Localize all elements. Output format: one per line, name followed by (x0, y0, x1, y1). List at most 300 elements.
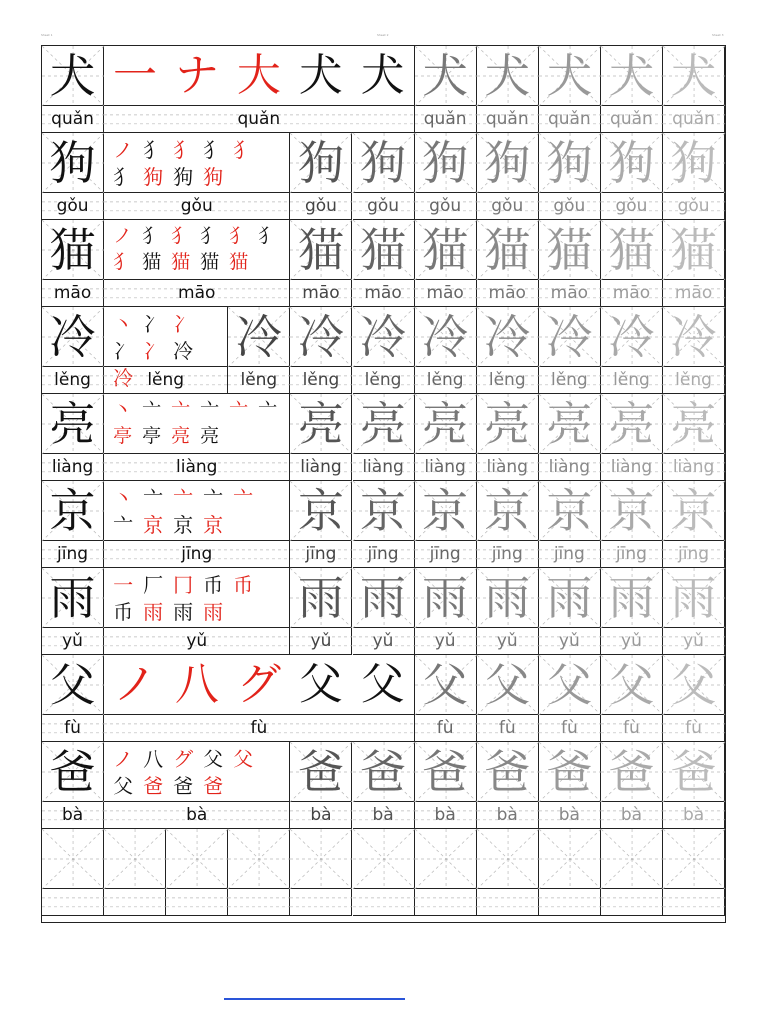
pinyin-label: lěng (675, 369, 712, 390)
pinyin-label: lěng (613, 369, 650, 390)
pinyin-label: liàng (300, 456, 342, 477)
trace-cell (663, 394, 725, 454)
pinyin-label: māo (426, 282, 464, 303)
sheet-label-right: Sheet 3 (712, 33, 724, 37)
pinyin-main-cell (42, 193, 104, 220)
pinyin-label: lěng (302, 369, 340, 390)
trace-pinyin-cell (663, 541, 725, 568)
stroke-step: 犭 (171, 225, 191, 247)
stroke-step: 犬 (360, 49, 405, 101)
character-glyph: 京 (297, 483, 344, 538)
character-glyph: 狗 (360, 135, 407, 190)
stroke-pinyin-panel (104, 628, 290, 655)
stroke-step: 冷 (113, 366, 134, 390)
character-glyph: 京 (49, 483, 96, 538)
pinyin-main-cell (42, 715, 104, 742)
trace-pinyin-cell (601, 193, 663, 220)
pinyin-label: yǔ (310, 630, 332, 651)
pinyin-label: lěng (488, 369, 526, 390)
blank-pinyin-cell (104, 889, 166, 916)
blank-pinyin-cell (663, 889, 725, 916)
character-glyph: 猫 (49, 222, 96, 277)
pinyin-label: gǒu (677, 195, 710, 216)
stroke-step: 币 (233, 573, 254, 597)
stroke-step: 狗 (143, 165, 164, 189)
pinyin-label: gǒu (491, 195, 524, 216)
pinyin-label: māo (488, 282, 526, 303)
stroke-step: 猫 (142, 250, 162, 273)
trace-pinyin-cell (663, 280, 725, 307)
character-glyph: 爸 (546, 744, 593, 799)
stroke-step: 币 (203, 573, 224, 597)
stroke-step: 亭 (113, 424, 133, 447)
trace-pinyin-cell (663, 106, 725, 133)
trace-pinyin-cell (663, 628, 725, 655)
pinyin-guide (539, 889, 600, 915)
character-main-cell (42, 307, 104, 367)
trace-pinyin-cell (663, 367, 725, 394)
stroke-step: 币 (113, 600, 134, 624)
blank-practice-cell (539, 829, 601, 889)
blank-practice-cell (290, 829, 352, 889)
pinyin-label: bà (620, 804, 643, 825)
trace-cell (415, 220, 477, 280)
trace-cell (290, 742, 352, 802)
stroke-step: グ (173, 747, 194, 771)
tianzi-guide (353, 829, 414, 888)
character-glyph: 爸 (49, 744, 96, 799)
trace-cell (663, 655, 725, 715)
pinyin-label: māo (364, 282, 402, 303)
stroke-step: 冫 (143, 312, 164, 336)
trace-cell (539, 46, 601, 106)
trace-pinyin-cell (663, 715, 725, 742)
trace-cell (477, 46, 539, 106)
pinyin-label: māo (612, 282, 651, 303)
trace-pinyin-cell (290, 280, 352, 307)
trace-cell (663, 307, 725, 367)
stroke-step: 亠 (233, 486, 254, 510)
blank-practice-cell (415, 829, 477, 889)
footer-link[interactable] (224, 998, 405, 1000)
pinyin-label: yǔ (186, 630, 208, 651)
trace-cell (601, 655, 663, 715)
trace-pinyin-cell (353, 367, 415, 394)
stroke-sequence (104, 46, 414, 105)
stroke-step: 犭 (200, 225, 220, 247)
trace-cell (539, 220, 601, 280)
trace-pinyin-cell (415, 106, 477, 133)
pinyin-label: jīng (615, 543, 647, 564)
blank-pinyin-cell (166, 889, 228, 916)
character-glyph: 京 (670, 483, 717, 538)
trace-pinyin-cell (601, 802, 663, 829)
stroke-step: 八 (143, 747, 164, 771)
pinyin-label: bà (496, 804, 518, 825)
character-glyph: 父 (546, 657, 593, 712)
pinyin-main-cell (42, 280, 104, 307)
trace-cell (663, 742, 725, 802)
stroke-pinyin-panel (104, 715, 415, 742)
trace-pinyin-cell (539, 106, 601, 133)
stroke-step: 犭 (233, 138, 254, 162)
pinyin-label: gǒu (367, 195, 400, 216)
trace-cell (663, 568, 725, 628)
pinyin-guide (477, 889, 538, 915)
stroke-sequence (108, 572, 285, 623)
sheet-label-center: Sheet 2 (377, 33, 389, 37)
character-glyph: 亮 (297, 396, 344, 451)
blank-practice-cell (353, 829, 415, 889)
character-glyph: 狗 (422, 135, 469, 190)
pinyin-main-cell (42, 628, 104, 655)
trace-cell (290, 568, 352, 628)
pinyin-main-cell (42, 802, 104, 829)
blank-pinyin-cell (42, 889, 104, 916)
character-glyph: 父 (670, 657, 717, 712)
pinyin-label: yǔ (558, 630, 580, 651)
character-main-cell (42, 394, 104, 454)
stroke-step: 亠 (142, 399, 162, 421)
trace-pinyin-cell (353, 454, 415, 481)
stroke-step: 冫 (173, 312, 194, 336)
pinyin-label: fù (250, 717, 268, 738)
stroke-step: 冷 (173, 339, 194, 363)
trace-cell (353, 307, 415, 367)
trace-pinyin-cell (663, 802, 725, 829)
stroke-step: 一 (113, 49, 158, 101)
pinyin-guide (415, 889, 476, 915)
pinyin-label: gǒu (304, 195, 337, 216)
trace-cell (663, 46, 725, 106)
character-glyph: 狗 (670, 135, 717, 190)
blank-practice-cell (42, 829, 104, 889)
stroke-order-panel (104, 133, 290, 193)
pinyin-label: jīng (367, 543, 399, 564)
trace-cell (477, 307, 539, 367)
character-glyph: 猫 (297, 222, 344, 277)
character-glyph: 爸 (360, 744, 407, 799)
trace-pinyin-cell (353, 802, 415, 829)
blank-pinyin-cell (601, 889, 663, 916)
pinyin-main-cell (42, 106, 104, 133)
character-glyph: 雨 (608, 570, 655, 625)
pinyin-label: māo (550, 282, 589, 303)
stroke-step: 父 (113, 774, 134, 798)
pinyin-main-cell (42, 454, 104, 481)
pinyin-label: māo (178, 282, 216, 303)
trace-pinyin-cell (415, 454, 477, 481)
character-glyph: 狗 (608, 135, 655, 190)
stroke-step: 爸 (143, 774, 164, 798)
blank-pinyin-cell (353, 889, 415, 916)
trace-pinyin-cell (601, 715, 663, 742)
stroke-step: 猫 (171, 250, 191, 273)
trace-pinyin-cell (477, 454, 539, 481)
blank-practice-cell (166, 829, 228, 889)
stroke-step: 京 (143, 513, 164, 537)
stroke-order-panel (104, 742, 290, 802)
pinyin-label: jīng (429, 543, 461, 564)
trace-cell (415, 46, 477, 106)
character-glyph: 亮 (360, 396, 407, 451)
trace-cell (477, 568, 539, 628)
trace-cell (415, 133, 477, 193)
stroke-step: ノ (113, 225, 133, 247)
character-glyph: 猫 (360, 222, 407, 277)
stroke-order-panel (104, 481, 290, 541)
character-glyph: 冷 (484, 309, 531, 364)
character-glyph: 京 (608, 483, 655, 538)
character-glyph: 雨 (670, 570, 717, 625)
pinyin-label: gǒu (553, 195, 586, 216)
tianzi-guide (166, 829, 227, 888)
blank-pinyin-cell (228, 889, 290, 916)
trace-cell (415, 481, 477, 541)
stroke-step: 犬 (298, 49, 343, 101)
pinyin-label: quǎn (610, 108, 653, 129)
stroke-step: 犭 (142, 225, 162, 247)
trace-pinyin-cell (415, 367, 477, 394)
pinyin-label: jīng (491, 543, 523, 564)
stroke-step: 亠 (229, 399, 249, 421)
trace-cell (415, 568, 477, 628)
pinyin-label: bà (682, 804, 705, 825)
stroke-sequence (108, 746, 285, 797)
stroke-step: 冫 (143, 339, 164, 363)
stroke-step: 父 (233, 747, 254, 771)
trace-cell (539, 307, 601, 367)
character-glyph: 雨 (484, 570, 531, 625)
stroke-step: 犭 (113, 165, 134, 189)
trace-pinyin-cell (415, 193, 477, 220)
pinyin-label: bà (372, 804, 394, 825)
pinyin-label: yǔ (434, 630, 456, 651)
trace-cell (477, 655, 539, 715)
trace-cell (290, 394, 352, 454)
stroke-step: 犭 (229, 225, 249, 247)
trace-pinyin-cell (539, 280, 601, 307)
trace-cell (663, 481, 725, 541)
trace-pinyin-cell (601, 541, 663, 568)
character-glyph: 犬 (49, 48, 96, 103)
character-glyph: 雨 (297, 570, 344, 625)
character-glyph: 亮 (608, 396, 655, 451)
trace-cell (353, 568, 415, 628)
tianzi-guide (663, 829, 724, 888)
character-glyph: 亮 (546, 396, 593, 451)
stroke-step: 犭 (113, 250, 133, 273)
trace-cell (539, 655, 601, 715)
character-glyph: 冷 (360, 309, 407, 364)
character-glyph: 犬 (670, 48, 717, 103)
character-glyph: 京 (360, 483, 407, 538)
stroke-step: 亠 (173, 486, 194, 510)
character-glyph: 冷 (670, 309, 717, 364)
trace-cell (477, 220, 539, 280)
character-main-cell (42, 220, 104, 280)
stroke-step: ナ (174, 49, 219, 101)
trace-pinyin-cell (353, 280, 415, 307)
trace-cell (353, 394, 415, 454)
pinyin-label: liàng (672, 456, 715, 477)
trace-cell (663, 133, 725, 193)
character-glyph: 猫 (670, 222, 717, 277)
pinyin-label: bà (558, 804, 580, 825)
pinyin-label: quǎn (547, 108, 591, 129)
pinyin-label: quǎn (423, 108, 467, 129)
pinyin-label: lěng (426, 369, 464, 390)
pinyin-guide (166, 889, 227, 915)
trace-pinyin-cell (415, 802, 477, 829)
pinyin-label: yǔ (496, 630, 518, 651)
character-glyph: 狗 (546, 135, 593, 190)
stroke-step: 丶 (113, 399, 133, 421)
character-glyph: 雨 (49, 570, 96, 625)
character-glyph: 爸 (484, 744, 531, 799)
stroke-sequence (108, 224, 285, 275)
stroke-step: ノ (113, 138, 134, 162)
pinyin-label: bà (186, 804, 208, 825)
trace-pinyin-cell (539, 454, 601, 481)
trace-pinyin-cell (415, 280, 477, 307)
trace-cell (415, 655, 477, 715)
stroke-step: 父 (360, 658, 405, 710)
character-glyph: 冷 (297, 309, 344, 364)
character-main-cell (42, 133, 104, 193)
tianzi-guide (228, 829, 289, 888)
pinyin-label: liàng (548, 456, 591, 477)
trace-cell (290, 133, 352, 193)
trace-pinyin-cell (290, 628, 352, 655)
stroke-step: 亠 (203, 486, 224, 510)
stroke-step: 亠 (113, 513, 134, 537)
pinyin-label: fù (560, 717, 578, 738)
stroke-step: 八 (174, 658, 219, 710)
character-glyph: 父 (484, 657, 531, 712)
stroke-pinyin-panel (104, 454, 290, 481)
trace-pinyin-cell (290, 541, 352, 568)
pinyin-label: gǒu (615, 195, 648, 216)
stroke-step: 狗 (173, 165, 194, 189)
stroke-sequence (108, 398, 285, 449)
character-glyph: 冷 (546, 309, 593, 364)
character-main-cell (42, 46, 104, 106)
pinyin-label: liàng (51, 456, 94, 477)
stroke-step: 雨 (203, 600, 224, 624)
stroke-step: ノ (113, 747, 134, 771)
stroke-step: 狗 (203, 165, 224, 189)
pinyin-guide (353, 889, 414, 915)
blank-practice-cell (228, 829, 290, 889)
character-main-cell (42, 481, 104, 541)
trace-cell (477, 742, 539, 802)
character-glyph: 狗 (297, 135, 344, 190)
trace-cell (601, 568, 663, 628)
stroke-step: 父 (298, 658, 343, 710)
tianzi-guide (477, 829, 538, 888)
trace-pinyin-cell (539, 628, 601, 655)
stroke-sequence (104, 655, 414, 714)
stroke-step: 京 (173, 513, 194, 537)
pinyin-label: jīng (305, 543, 337, 564)
tianzi-guide (539, 829, 600, 888)
trace-cell (290, 220, 352, 280)
trace-cell (415, 742, 477, 802)
character-glyph: 犬 (422, 48, 469, 103)
character-glyph: 猫 (484, 222, 531, 277)
trace-pinyin-cell (353, 628, 415, 655)
pinyin-label: liàng (486, 456, 528, 477)
trace-pinyin-cell (228, 367, 290, 394)
trace-pinyin-cell (477, 193, 539, 220)
tianzi-guide (601, 829, 662, 888)
stroke-order-panel (104, 394, 290, 454)
pinyin-guide (290, 889, 351, 915)
trace-pinyin-cell (539, 193, 601, 220)
stroke-step: 雨 (143, 600, 164, 624)
stroke-step: 爸 (173, 774, 194, 798)
stroke-step: 猫 (200, 250, 220, 273)
trace-pinyin-cell (601, 106, 663, 133)
trace-cell (601, 46, 663, 106)
character-glyph: 冷 (49, 309, 96, 364)
trace-cell (539, 568, 601, 628)
stroke-step: 亮 (200, 424, 220, 447)
trace-cell (290, 307, 352, 367)
stroke-order-panel (104, 655, 415, 715)
pinyin-label: bà (434, 804, 456, 825)
trace-cell (601, 133, 663, 193)
tianzi-guide (42, 829, 103, 888)
pinyin-label: bà (61, 804, 84, 825)
pinyin-label: māo (53, 282, 92, 303)
trace-pinyin-cell (601, 367, 663, 394)
pinyin-label: yǔ (62, 630, 83, 651)
blank-practice-cell (104, 829, 166, 889)
trace-pinyin-cell (415, 541, 477, 568)
stroke-step: 一 (113, 573, 134, 597)
stroke-pinyin-panel (104, 541, 290, 568)
stroke-pinyin-panel (104, 280, 290, 307)
pinyin-guide (104, 889, 165, 915)
stroke-sequence (108, 137, 285, 188)
trace-pinyin-cell (353, 541, 415, 568)
stroke-step: 京 (203, 513, 224, 537)
trace-cell (601, 220, 663, 280)
character-glyph: 犬 (546, 48, 593, 103)
character-glyph: 冷 (422, 309, 469, 364)
stroke-order-panel (104, 220, 290, 280)
trace-pinyin-cell (415, 715, 477, 742)
trace-pinyin-cell (539, 715, 601, 742)
character-glyph: 猫 (422, 222, 469, 277)
character-glyph: 犬 (608, 48, 655, 103)
blank-practice-cell (663, 829, 725, 889)
character-glyph: 爸 (297, 744, 344, 799)
trace-cell (601, 307, 663, 367)
character-glyph: 父 (422, 657, 469, 712)
character-main-cell (42, 655, 104, 715)
character-glyph: 父 (608, 657, 655, 712)
pinyin-label: fù (623, 717, 640, 738)
trace-cell (601, 481, 663, 541)
pinyin-main-cell (42, 541, 104, 568)
character-glyph: 雨 (422, 570, 469, 625)
pinyin-label: yǔ (621, 630, 642, 651)
pinyin-label: lěng (147, 369, 185, 390)
stroke-step: 亠 (171, 399, 191, 421)
